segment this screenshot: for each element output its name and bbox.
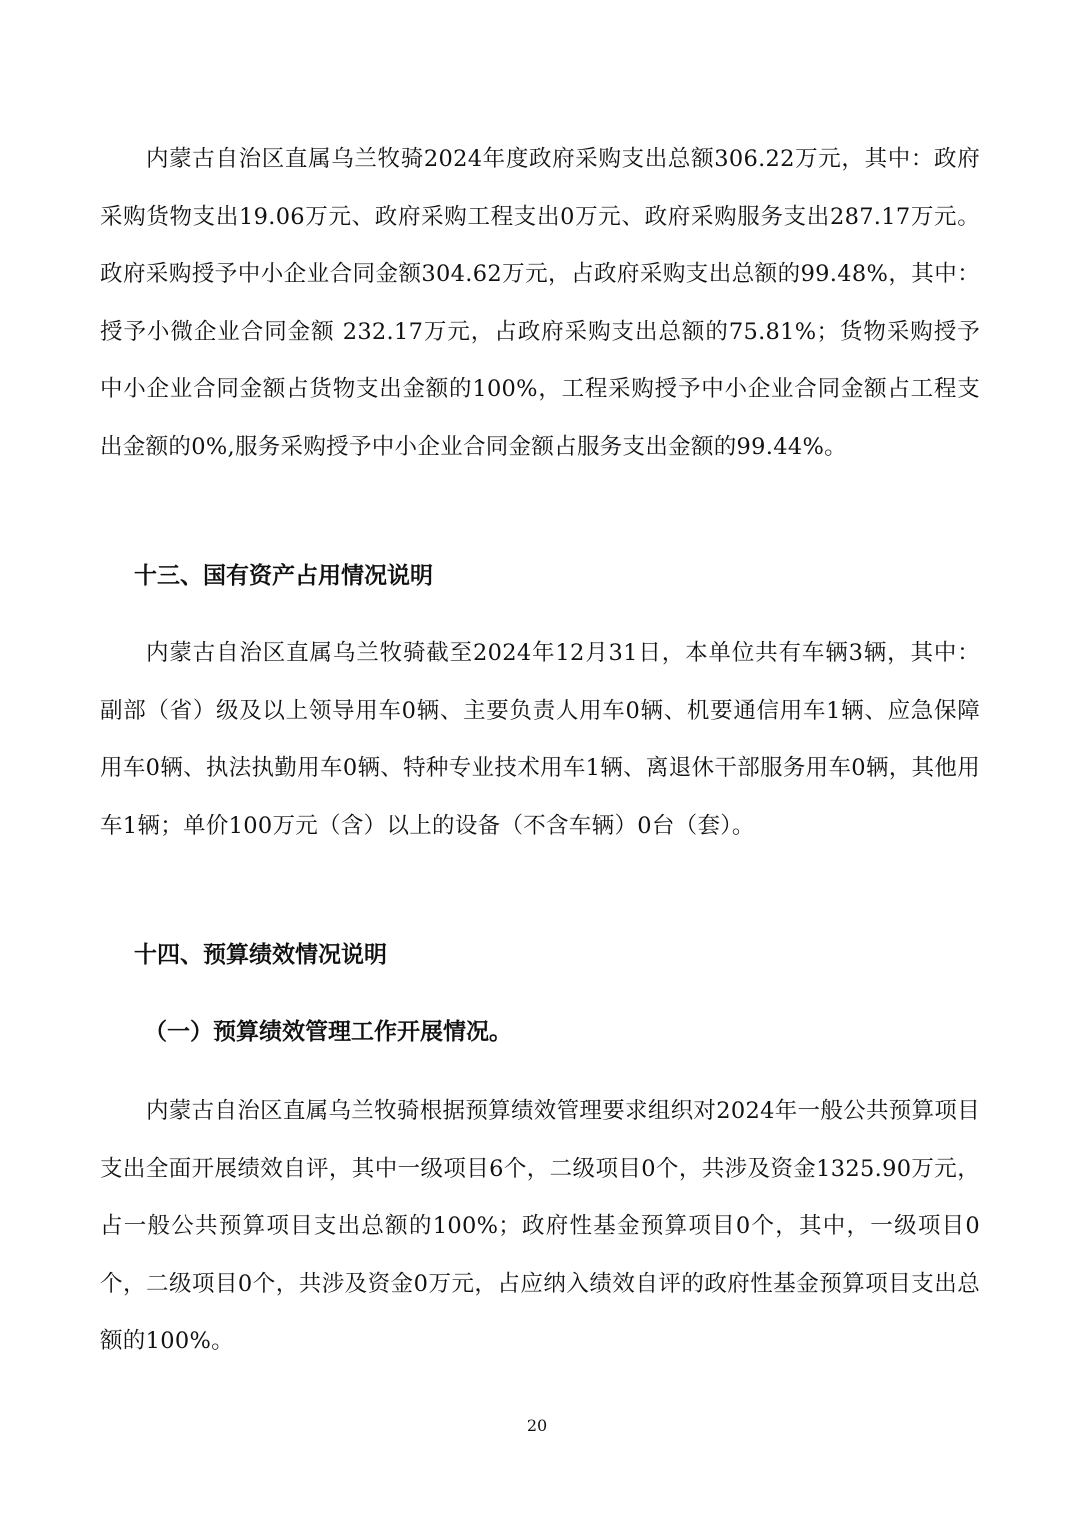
state-assets-paragraph: 内蒙古自治区直属乌兰牧骑截至2024年12月31日，本单位共有车辆3辆，其中：副部（省）级及以上领导用车0辆、主要负责人用车0辆、机要通信用车1辆、应急保障用车0辆、执法执勤用车0辆、特种专业技术用车1辆、离退休干部服务用车0辆，其他用车1辆；单价100万元（含）以上的设备（不含车辆）0台（套）。 <box>100 640 980 839</box>
budget-performance-paragraph: 内蒙古自治区直属乌兰牧骑根据预算绩效管理要求组织对2024年一般公共预算项目支出全面开展绩效自评，其中一级项目6个，二级项目0个，共涉及资金1325.90万元，占一般公共预算项目支出总额的100%；政府性基金预算项目0个，其中，一级项目0个，二级项目0个，共涉及资金0万元，占应纳入绩效自评的政府性基金预算项目支出总额的100%。 <box>100 1098 980 1355</box>
subheading-performance-management: （一）预算绩效管理工作开展情况。 <box>144 1019 512 1045</box>
page-number: 20 <box>526 1416 548 1435</box>
procurement-paragraph: 内蒙古自治区直属乌兰牧骑2024年度政府采购支出总额306.22万元，其中：政府采购货物支出19.06万元、政府采购工程支出0万元、政府采购服务支出287.17万元。政府采购授予中小企业合同金额304.62万元，占政府采购支出总额的99.48%，其中：授予小微企业合同金额 232.17万元，占政府采购支出总额的75.81%；货物采购授予中小企业合同金额占货物支出金额的100%，工程采购授予中小企业合同金额占工程支出金额的0%,服务采购授予中小企业合同金额占服务支出金额的99.44%。 <box>100 146 980 460</box>
section-heading-budget-performance: 十四、预算绩效情况说明 <box>134 942 387 968</box>
section-heading-state-assets: 十三、国有资产占用情况说明 <box>134 563 433 589</box>
